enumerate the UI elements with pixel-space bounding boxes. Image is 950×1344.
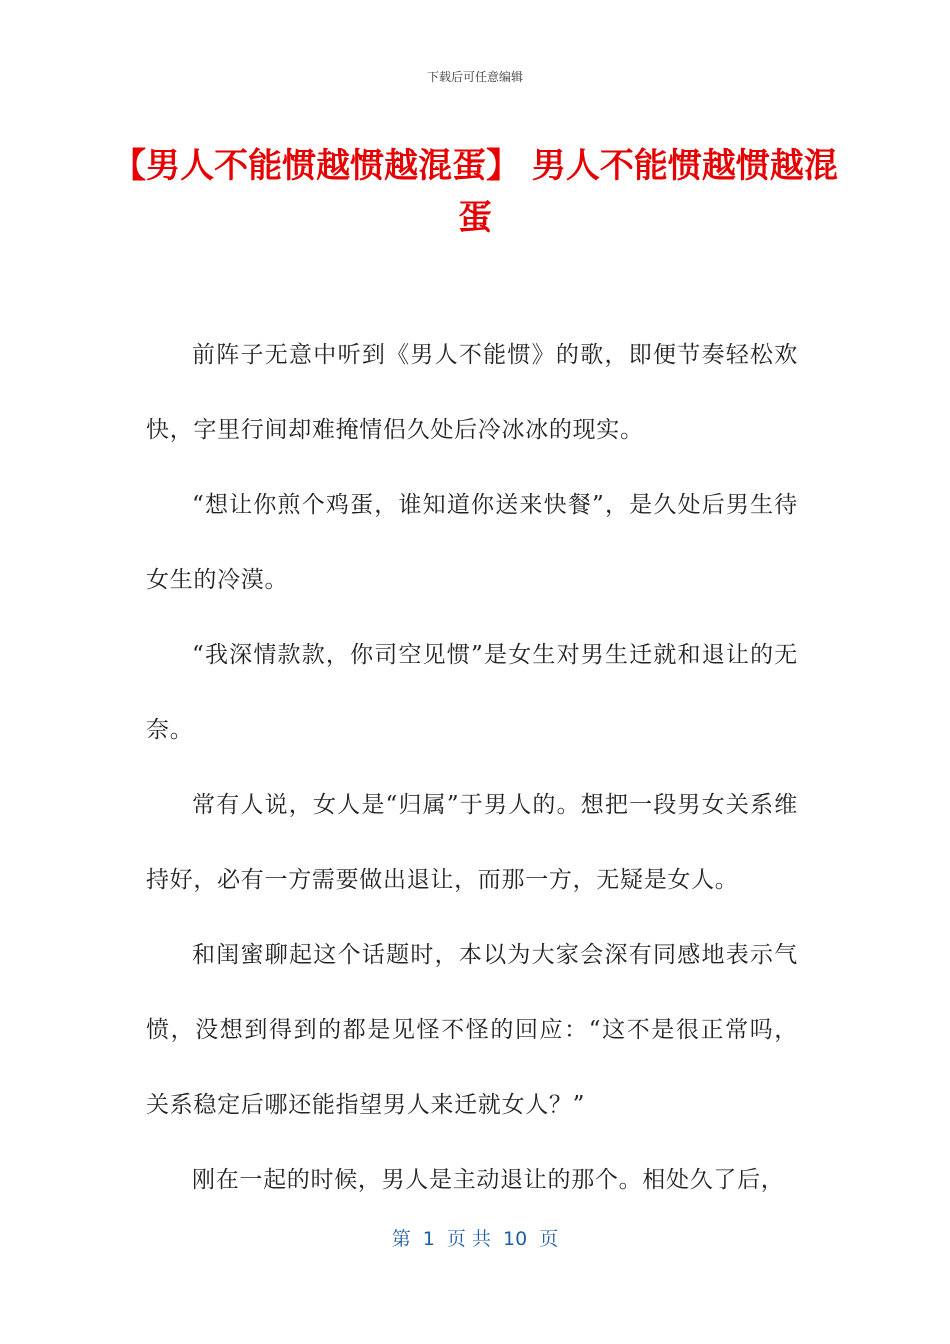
document-body (146, 318, 798, 1218)
page-number-footer: 第 1 页 共 10 页 (391, 1228, 559, 1250)
paragraph: 常有人说，女人是“归属”于男人的。想把一段男女关系维持好，必有一方需要做出退让，而那一方，无疑是女人。 (146, 792, 798, 893)
paragraph: “想让你煎个鸡蛋，谁知道你送来快餐”，是久处后男生待女生的冷漠。 (146, 492, 798, 593)
header-note: 下载后可任意编辑 (426, 70, 523, 84)
paragraph: 前阵子无意中听到《男人不能惯》的歌，即便节奏轻松欢快，字里行间却难掩情侣久处后冷冰冰的现实。 (146, 342, 798, 443)
paragraph: 和闺蜜聊起这个话题时，本以为大家会深有同感地表示气愤，没想到得到的都是见怪不怪的回应：“这不是很正常吗，关系稳定后哪还能指望男人来迁就女人？” (146, 942, 798, 1118)
paragraph: 刚在一起的时候，男人是主动退让的那个。相处久了后， (192, 1167, 785, 1193)
document-title: 【男人不能惯越惯越混蛋】 男人不能惯越惯越混蛋 (112, 146, 838, 238)
paragraph: “我深情款款，你司空见惯”是女生对男生迁就和退让的无奈。 (146, 642, 798, 743)
